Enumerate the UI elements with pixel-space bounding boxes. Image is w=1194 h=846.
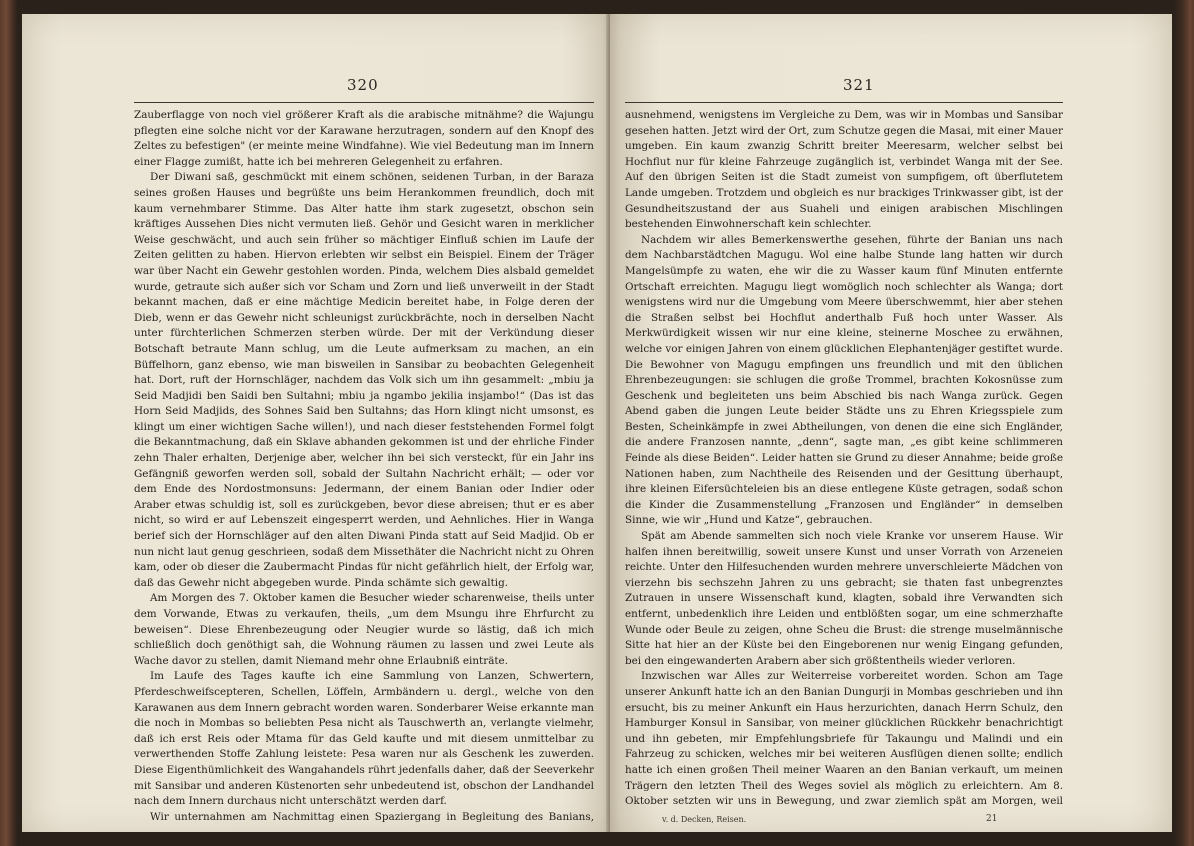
- paragraph: Zauberflagge von noch viel größerer Kraft als die arabische mitnähme? die Wajungu pflegten eine solche nicht vor der Karawane herzutragen, sondern auf den Knopf des Zeltes zu befestigen" (er meinte meine Windfahne). Wie viel Bedeutung man im Innern einer Flagge zumißt, hatte ich bei mehreren Gelegenheit zu erfahren.: [134, 109, 594, 168]
- signature-number: 21: [986, 814, 998, 824]
- paragraph: ausnehmend, wenigstens im Vergleiche zu Dem, was wir in Mombas und Sansibar gesehen hatten. Jetzt wird der Ort, zum Schutze gegen die Masai, mit einer Mauer umgeben. Ein kaum zwanzig Schritt breiter Meeresarm, welcher selbst bei Hochflut nur für kleine Fahrzeuge zugänglich ist, verbindet Wanga mit der See. Auf den übrigen Seiten ist die Stadt zumeist von sumpfigem, oft überflutetem Lande umgeben. Trotzdem und obgleich es nur brackiges Trinkwasser gibt, ist der Gesundheitszustand der aus Suaheli und einigen arabischen Mischlingen bestehenden Einwohnerschaft kein schlechter.: [625, 109, 1063, 231]
- paragraph: Der Diwani saß, geschmückt mit einem schönen, seidenen Turban, in der Baraza seines großen Hauses und begrüßte uns beim Herankommen freundlich, doch mit kaum vernehmbarer Stimme. Das Alter hatte ihm stark zugesetzt, obschon sein kräftiges Aussehen Dies nicht vermuten ließ. Gehör und Gesicht waren in merklicher Weise geschwächt, und auch sein früher so mächtiger Einfluß schien im Laufe der Zeiten gelitten zu haben. Hiervon erlebten wir selbst ein Beispiel. Einem der Träger war über Nacht ein Gewehr gestohlen worden. Pinda, welchem Dies alsbald gemeldet wurde, getraute sich außer sich vor Scham und Zorn und ließ unverweilt in der Stadt bekannt machen, daß er eine mächtige Medicin bereitet habe, in Folge deren der Dieb, wenn er das Gewehr nicht schleunigst zurückbrächte, noch in derselben Nacht unter fürchterlichen Schmerzen sterben würde. Der mit der Verkündung dieser Botschaft betraute Mann schlug, um die Leute aufmerksam zu machen, an ein Büffelhorn, ganz ebenso, wie man bisweilen in Sansibar zu beobachten Gelegenheit hat. Dort, ruft der Hornschläger, nachdem das Volk sich um ihn gesammelt: „mbiu ja Seid Madjidi ben Saidi ben Sultahni; mbiu ja ngambo jekilia insjambo!“ (Das ist das Horn Seid Madjids, des Sohnes Said ben Sultahns; das Horn klingt nicht umsonst, es klingt um einer wichtigen Sache willen!), und nach dieser feststehenden Formel folgt die Bekanntmachung, daß ein Sklave abhanden gekommen ist und der ehrliche Finder zehn Thaler erhalten, Derjenige aber, welcher ihn bei sich versteckt, für ein Jahr ins Gefängniß geworfen werden soll, sobald der Sultahn Nachricht erhält; — oder vor dem Ende des Nordostmonsuns: Jedermann, der einem Banian oder Indier oder Araber etwas schuldig ist, soll es zurückgeben, bevor diese abreisen; thut er es aber nicht, so wird er auf Lebenszeit eingesperrt werden, und Aehnliches. Hier in Wanga berief sich der Hornschläger auf den alten Diwani Pinda statt auf Seid Madjid. Ob er nun nicht laut genug geschrieen, sodaß dem Missethäter die Nachricht nicht zu Ohren kam, oder ob dieser die Zaubermacht Pindas für nicht gefährlich hielt, der Erfolg war, daß das Gewehr nicht abgegeben wurde. Pinda schämte sich gewaltig.: [134, 171, 594, 589]
- paragraph: Im Laufe des Tages kaufte ich eine Sammlung von Lanzen, Schwertern, Pferdeschweifscepteren, Schellen, Löffeln, Armbändern u. dergl., welche von den Karawanen aus dem Innern gebracht worden waren. Sonderbarer Weise erkannte man die noch in Mombas so beliebten Pesa nicht als Tauschwerth an, verlangte vielmehr, daß ich erst Reis oder Mtama für das Geld kaufte und mit diesem unmittelbar zu verwerthenden Stoffe Zahlung leistete: Pesa waren nur als Geschenk les zuwerden. Diese Eigenthümlichkeit des Wangahandels rührt jedenfalls daher, daß der Seeverkehr mit Sansibar und anderen Küstenorten sehr unbedeutend ist, obschon der Landhandel nach dem Innern durchaus nicht unterschätzt werden darf.: [134, 670, 594, 808]
- paragraph: Spät am Abende sammelten sich noch viele Kranke vor unserem Hause. Wir halfen ihnen bereitwillig, soweit unsere Kunst und unser Vorrath von Arzeneien reichte. Unter den Hilfesuchenden wurden mehrere unverschleierte Mädchen von vierzehn bis sechszehn Jahren zu uns gebracht; sie thaten fast unbegrenztes Zutrauen in unsere Wissenschaft kund, klagten, sobald ihre Verwandten sich entfernt, unbedenklich ihre Leiden und entblößten sogar, um eine schmerzhafte Wunde oder Beule zu zeigen, ohne Scheu die Brust: die strenge muselmännische Sitte hat hier an der Küste bei den Eingeborenen nur wenig Eingang gefunden, bei den eingewanderten Arabern aber sich größtentheils wieder verloren.: [625, 530, 1063, 667]
- page-number: 321: [843, 76, 875, 94]
- page-text: [625, 108, 1063, 806]
- right-page: [610, 14, 1172, 832]
- paragraph: Nachdem wir alles Bemerkenswerthe gesehen, führte der Banian uns nach dem Nachbarstädtchen Magugu. Wol eine halbe Stunde lang hatten wir durch Mangelsümpfe zu waten, ehe wir die zu Wasser kaum fünf Minuten entfernte Ortschaft erreichten. Magugu liegt womöglich noch schlechter als Wanga; dort wenigstens wird nur die Umgebung vom Meere überschwemmt, hier aber stehen die Straßen selbst bei Hochflut anderthalb Fuß hoch unter Wasser. Als Merkwürdigkeit wissen wir nur eine kleine, steinerne Moschee zu erwähnen, welche vor einigen Jahren von einem glücklichen Elephantenjäger gestiftet wurde. Die Bewohner von Magugu empfingen uns freundlich und mit den üblichen Ehrenbezeugungen: sie schlugen die große Trommel, brachten Kokosnüsse zum Geschenk und begleiteten uns beim Abschied bis nach Wanga zurück. Gegen Abend gaben die jungen Leute beider Städte uns zu Ehren Kriegsspiele zum Besten, Scheinkämpfe in zwei Abtheilungen, von denen die eine sich Engländer, die andere Franzosen nannte, „denn“, sagte man, „es gibt keine schlimmeren Feinde als diese Beiden“. Leider hatten sie Grund zu dieser Annahme; beide große Nationen haben, zum Nachtheile des Reisenden und der Gesittung überhaupt, ihre kleinen Eifersüchteleien bis an diese entlegene Küste getragen, sodaß schon die Kinder die Zusammenstellung „Franzosen und Engländer“ in demselben Sinne, wie wir „Hund und Katze“, gebrauchen.: [625, 233, 1063, 527]
- paragraph: Wir unternahmen am Nachmittag einen Spaziergang in Begleitung des Banians,: [150, 810, 594, 822]
- paragraph: Am Morgen des 7. Oktober kamen die Besucher wieder scharenweise, theils unter dem Vorwande, Etwas zu verkaufen, theils, „um dem Msungu ihre Ehrfurcht zu beweisen“. Diese Ehrenbezeugung oder Neugier wurde so lästig, daß ich mich schließlich doch genöthigt sah, die Wohnung räumen zu lassen und zwei Leute als Wache davor zu stellen, damit Niemand mehr ohne Erlaubniß einträte.: [134, 592, 594, 667]
- left-page: [22, 14, 610, 832]
- signature-line: v. d. Decken, Reisen.: [662, 815, 747, 824]
- page-text: [134, 108, 594, 822]
- header-rule: [134, 102, 594, 103]
- header-rule: [625, 102, 1063, 103]
- paragraph: Inzwischen war Alles zur Weiterreise vorbereitet worden. Schon am Tage unserer Ankunft hatte ich an den Banian Dungurji in Mombas geschrieben und ihn ersucht, bis zu meiner Ankunft ein Haus herzurichten, danach Herrn Schulz, den Hamburger Konsul in Sansibar, von meiner glücklichen Rückkehr benachrichtigt und ihn gebeten, mir Empfehlungsbriefe für Takaungu und Malindi und ein Fahrzeug zu schicken, welches mir bei weiteren Ausflügen dienen sollte; endlich hatte ich einen großen Theil meiner Waaren an den Banian verkauft, um meinen Trägern den letzten Theil des Weges soviel als möglich zu erleichtern. Am 8. Oktober setzten wir uns in Bewegung, und zwar ziemlich spät am Morgen, weil: [625, 670, 1063, 806]
- page-number: 320: [347, 76, 379, 94]
